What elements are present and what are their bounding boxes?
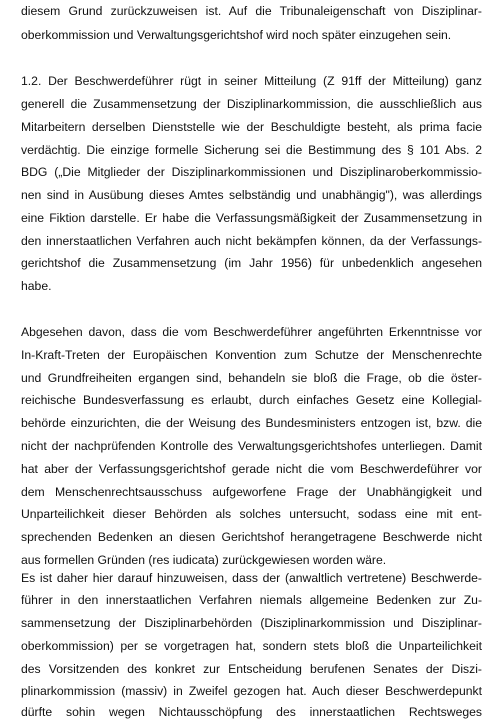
text-line: aus formellen Gründen (res iudicata) zurückgewiesen worden wäre. [21,553,387,567]
text-line: oberkommission und Verwaltungsgerichtshof wird noch später einzugehen sein. [21,28,452,42]
text-line: Unparteilichkeit dieser Behörden als solches untersucht, sodass eine mit ent- [21,507,482,521]
text-line: reichische Bundesverfassung es erlaubt, durch einfaches Gesetz eine Kollegial- [21,393,482,407]
text-line: 1.2. Der Beschwerdeführer rügt in seiner Mitteilung (Z 91ff der Mitteilung) ganz [21,74,482,88]
text-line: sprechenden Bedenken an diesen Gerichtshof herangetragene Beschwerde nicht [21,530,482,544]
text-line: habe. [21,279,52,293]
text-line: sammensetzung der Disziplinarbehörden (Disziplinarkommission und Disziplinar- [21,616,482,630]
text-line: diesem Grund zurückzuweisen ist. Auf die Tribunaleigenschaft von Disziplinar- [21,4,482,18]
text-line: verdächtig. Die einzige formelle Sicherung sei die Bestimmung des § 101 Abs. 2 [21,143,482,157]
text-line: den innerstaatlichen Verfahren auch nicht bekämpfen können, da der Verfassungs- [21,234,482,248]
text-line: führer in den innerstaatlichen Verfahren niemals allgemeine Bedenken zur Zu- [21,593,482,607]
text-line: generell die Zusammensetzung der Disziplinarkommission, die ausschließlich aus [21,97,482,111]
text-line: Abgesehen davon, dass die vom Beschwerdeführer angeführten Erkenntnisse vor [21,325,482,339]
text-line: In-Kraft-Treten der Europäischen Konvention zum Schutze der Menschenrechte [21,348,482,362]
text-line: nen sind in Ausübung dieses Amtes selbständig und unabhängig"), was allerdings [21,188,482,202]
text-line: des Vorsitzenden des konkret zur Entscheidung berufenen Senates der Diszi- [21,662,482,676]
text-line: dem Menschenrechtsausschuss aufgeworfene Frage der Unabhängigkeit und [21,485,482,499]
text-line: eine Fiktion darstelle. Er habe die Verfassungsmäßigkeit der Zusammensetzung in [21,211,482,225]
text-line: und Grundfreiheiten ergangen sind, behandeln sie bloß die Frage, ob die öster- [21,371,482,385]
text-line: oberkommission) per se vorgetragen hat, sondern stets bloß die Unparteilichkeit [21,639,482,653]
text-line: BDG („Die Mitglieder der Disziplinarkommissionen und Disziplinaroberkommissio- [21,165,482,179]
text-line: hat aber der Verfassungsgerichtshof gerade nicht die vom Beschwerdeführer vor [21,462,482,476]
text-line: plinarkommission (massiv) in Zweifel gezogen hat. Auch dieser Beschwerdepunkt [21,684,482,698]
text-line: dürfte sohin wegen Nichtausschöpfung des innerstaatlichen Rechtsweges [21,705,482,719]
text-line: behörde einzurichten, die der Weisung des Bundesministers entzogen ist, bzw. die [21,416,482,430]
text-line: gerichtshof die Zusammensetzung (im Jahr 1956) für unbedenklich angesehen [21,256,482,270]
text-line: Es ist daher hier darauf hinzuweisen, dass der (anwaltlich vertretene) Beschwerde- [21,571,482,585]
text-line: Mitarbeitern derselben Dienststelle wie der Beschuldigte besteht, als prima facie [21,120,482,134]
text-line: nicht der nachprüfenden Kontrolle des Verwaltungsgerichtshofes unterliegen. Damit [21,439,482,453]
